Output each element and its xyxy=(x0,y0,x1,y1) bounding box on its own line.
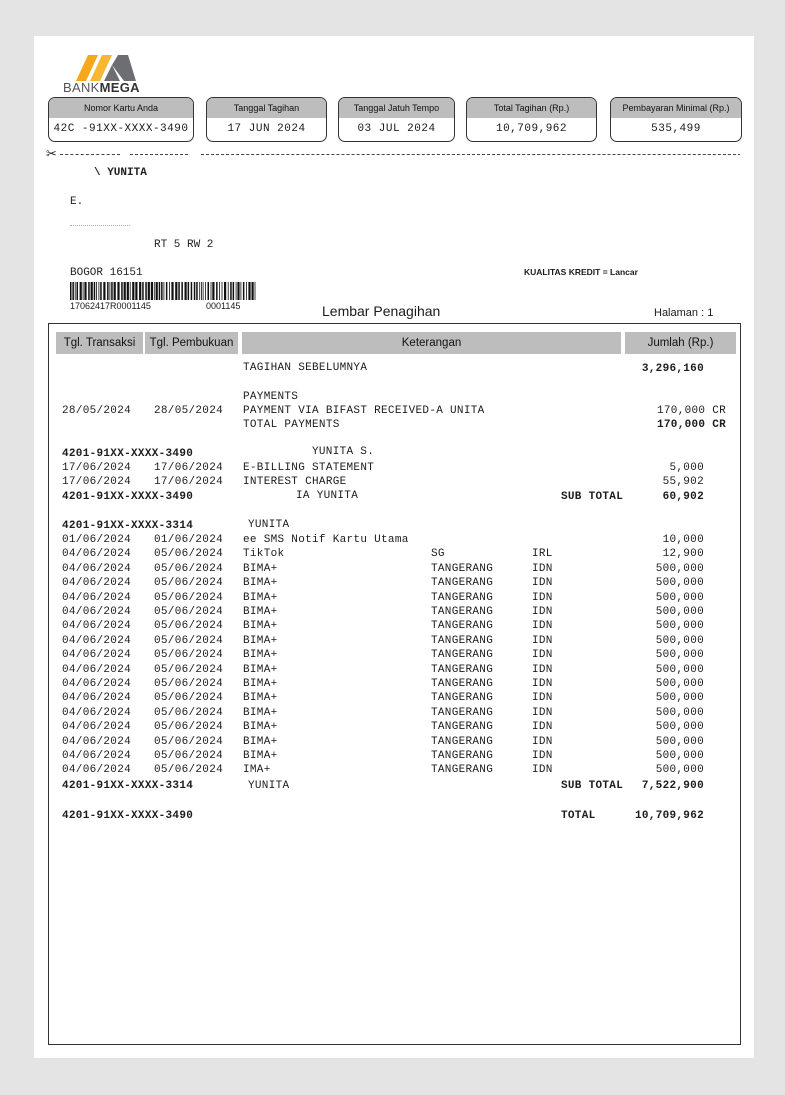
txn-amount: 10,000 xyxy=(662,534,704,546)
txn-desc: BIMA+ xyxy=(243,634,278,647)
txn-country: IDN xyxy=(532,562,553,575)
card2-subtotal-amount: 7,522,900 xyxy=(641,780,704,792)
txn-date: 04/06/2024 xyxy=(62,735,132,748)
txn-city: TANGERANG xyxy=(431,750,494,762)
page-number: Halaman : 1 xyxy=(654,307,714,319)
txn-posting-date: 05/06/2024 xyxy=(154,577,224,590)
txn-date: 04/06/2024 xyxy=(62,548,132,561)
card1-subtotal-holder: IA YUNITA xyxy=(296,490,359,502)
statement-page xyxy=(34,36,754,1058)
txn-desc: BIMA+ xyxy=(243,577,278,590)
payment-date: 28/05/2024 xyxy=(62,405,132,417)
txn-desc: BIMA+ xyxy=(243,750,278,762)
txn-date: 04/06/2024 xyxy=(62,577,132,590)
barcode-number-short: 0001145 xyxy=(206,301,241,311)
col-header-amount: Jumlah (Rp.) xyxy=(625,332,736,354)
txn-country: IDN xyxy=(532,678,553,690)
txn-posting-date: 05/06/2024 xyxy=(154,750,224,762)
txn-desc: BIMA+ xyxy=(243,591,278,604)
txn-posting-date: 05/06/2024 xyxy=(154,678,224,690)
txn-amount: 500,000 xyxy=(655,663,704,676)
txn-country: IDN xyxy=(532,591,553,604)
redacted-line xyxy=(70,225,130,229)
txn-posting-date: 05/06/2024 xyxy=(154,634,224,647)
address-line-2: RT 5 RW 2 xyxy=(154,239,214,251)
txn-date: 04/06/2024 xyxy=(62,634,132,647)
card2-subtotal-holder: YUNITA xyxy=(248,780,290,792)
bank-mega-logo-icon xyxy=(76,51,136,81)
page-title: Lembar Penagihan xyxy=(322,303,441,319)
txn-date: 01/06/2024 xyxy=(62,534,132,546)
card1-row-date: 17/06/2024 xyxy=(62,476,132,488)
txn-country: IDN xyxy=(532,735,553,748)
total-payments-label: TOTAL PAYMENTS xyxy=(243,419,340,431)
txn-amount: 500,000 xyxy=(655,678,704,690)
txn-city: TANGERANG xyxy=(431,606,494,618)
card1-row-desc: E-BILLING STATEMENT xyxy=(243,462,375,474)
txn-country: IDN xyxy=(532,606,553,618)
txn-country: IDN xyxy=(532,620,553,633)
txn-desc: BIMA+ xyxy=(243,649,278,662)
total-bill-box: Total Tagihan (Rp.) 10,709,962 xyxy=(466,97,597,142)
billing-date-box: Tanggal Tagihan 17 JUN 2024 xyxy=(206,97,327,142)
txn-country: IDN xyxy=(532,577,553,590)
txn-country: IDN xyxy=(532,750,553,762)
txn-amount: 500,000 xyxy=(655,591,704,604)
card1-row-amount: 5,000 xyxy=(669,462,704,474)
txn-date: 04/06/2024 xyxy=(62,764,132,777)
card1-subtotal-amount: 60,902 xyxy=(662,491,704,503)
txn-posting-date: 05/06/2024 xyxy=(154,735,224,748)
txn-city: TANGERANG xyxy=(431,735,494,748)
txn-date: 04/06/2024 xyxy=(62,562,132,575)
txn-desc: BIMA+ xyxy=(243,706,278,719)
payment-amount: 170,000 CR xyxy=(656,405,726,417)
card1-subtotal-number: 4201-91XX-XXXX-3490 xyxy=(62,491,194,503)
txn-desc: IMA+ xyxy=(243,764,271,777)
txn-posting-date: 05/06/2024 xyxy=(154,764,224,777)
credit-quality: KUALITAS KREDIT = Lancar xyxy=(524,267,638,277)
txn-country: IRL xyxy=(532,548,553,561)
txn-desc: ee SMS Notif Kartu Utama xyxy=(243,534,409,546)
txn-posting-date: 05/06/2024 xyxy=(154,721,224,734)
txn-desc: BIMA+ xyxy=(243,735,278,748)
txn-posting-date: 05/06/2024 xyxy=(154,663,224,676)
txn-city: TANGERANG xyxy=(431,678,494,690)
txn-city: TANGERANG xyxy=(431,764,494,777)
card1-row-posting: 17/06/2024 xyxy=(154,476,224,488)
txn-date: 04/06/2024 xyxy=(62,721,132,734)
address-city: BOGOR 16151 xyxy=(70,267,143,279)
total-card-number: 4201-91XX-XXXX-3490 xyxy=(62,810,194,822)
txn-date: 04/06/2024 xyxy=(62,606,132,618)
due-date-box: Tanggal Jatuh Tempo 03 JUL 2024 xyxy=(338,97,455,142)
card2-subtotal-number: 4201-91XX-XXXX-3314 xyxy=(62,780,194,792)
card1-row-desc: INTEREST CHARGE xyxy=(243,476,347,488)
total-amount: 10,709,962 xyxy=(634,810,704,822)
txn-posting-date: 05/06/2024 xyxy=(154,591,224,604)
txn-date: 04/06/2024 xyxy=(62,620,132,633)
txn-date: 04/06/2024 xyxy=(62,678,132,690)
txn-posting-date: 05/06/2024 xyxy=(154,692,224,705)
card1-number: 4201-91XX-XXXX-3490 xyxy=(62,448,194,460)
txn-date: 04/06/2024 xyxy=(62,692,132,705)
txn-amount: 500,000 xyxy=(655,562,704,575)
txn-country: IDN xyxy=(532,649,553,662)
txn-country: IDN xyxy=(532,764,553,777)
bank-brand: BANKMEGA xyxy=(63,80,140,95)
txn-date: 04/06/2024 xyxy=(62,649,132,662)
txn-city: TANGERANG xyxy=(431,663,494,676)
card2-holder: YUNITA xyxy=(248,519,290,531)
total-payments-amount: 170,000 CR xyxy=(656,419,726,431)
txn-city: TANGERANG xyxy=(431,577,494,590)
txn-country: IDN xyxy=(532,634,553,647)
card1-subtotal-label: SUB TOTAL xyxy=(561,491,624,503)
card1-holder: YUNITA S. xyxy=(312,446,375,458)
txn-desc: BIMA+ xyxy=(243,562,278,575)
txn-posting-date: 05/06/2024 xyxy=(154,606,224,618)
txn-amount: 500,000 xyxy=(655,750,704,762)
cut-line xyxy=(46,148,740,162)
txn-city: TANGERANG xyxy=(431,692,494,705)
txn-posting-date: 05/06/2024 xyxy=(154,548,224,561)
txn-posting-date: 05/06/2024 xyxy=(154,562,224,575)
barcode-icon xyxy=(70,282,258,300)
txn-desc: TikTok xyxy=(243,548,285,561)
payment-desc: PAYMENT VIA BIFAST RECEIVED-A UNITA xyxy=(243,405,485,417)
txn-desc: BIMA+ xyxy=(243,692,278,705)
col-header-description: Keterangan xyxy=(242,332,621,354)
card-number-box: Nomor Kartu Anda 42C -91XX-XXXX-3490 xyxy=(48,97,194,142)
txn-date: 04/06/2024 xyxy=(62,706,132,719)
txn-country: IDN xyxy=(532,663,553,676)
previous-bill-label: TAGIHAN SEBELUMNYA xyxy=(243,362,368,374)
txn-country: IDN xyxy=(532,692,553,705)
txn-amount: 500,000 xyxy=(655,706,704,719)
txn-city: TANGERANG xyxy=(431,562,494,575)
scissors-icon: ✂ xyxy=(46,148,57,161)
card1-row-posting: 17/06/2024 xyxy=(154,462,224,474)
card2-number: 4201-91XX-XXXX-3314 xyxy=(62,520,194,532)
txn-amount: 500,000 xyxy=(655,764,704,777)
address-line-1: E. xyxy=(70,196,84,208)
txn-amount: 500,000 xyxy=(655,606,704,618)
card1-row-amount: 55,902 xyxy=(662,476,704,488)
txn-amount: 500,000 xyxy=(655,577,704,590)
txn-desc: BIMA+ xyxy=(243,721,278,734)
txn-posting-date: 05/06/2024 xyxy=(154,649,224,662)
txn-amount: 12,900 xyxy=(662,548,704,561)
card2-subtotal-label: SUB TOTAL xyxy=(561,780,624,792)
txn-city: TANGERANG xyxy=(431,649,494,662)
txn-city: SG xyxy=(431,548,445,561)
txn-city: TANGERANG xyxy=(431,634,494,647)
txn-country: IDN xyxy=(532,721,553,734)
card1-row-date: 17/06/2024 xyxy=(62,462,132,474)
txn-desc: BIMA+ xyxy=(243,606,278,618)
txn-date: 04/06/2024 xyxy=(62,663,132,676)
txn-city: TANGERANG xyxy=(431,706,494,719)
payments-label: PAYMENTS xyxy=(243,391,299,403)
payment-posting-date: 28/05/2024 xyxy=(154,405,224,417)
total-label: TOTAL xyxy=(561,810,596,822)
txn-desc: BIMA+ xyxy=(243,678,278,690)
txn-amount: 500,000 xyxy=(655,692,704,705)
txn-city: TANGERANG xyxy=(431,620,494,633)
col-header-posting-date: Tgl. Pembukuan xyxy=(145,332,238,354)
txn-amount: 500,000 xyxy=(655,735,704,748)
txn-desc: BIMA+ xyxy=(243,663,278,676)
barcode-number: 17062417R0001145 xyxy=(70,301,151,311)
txn-date: 04/06/2024 xyxy=(62,591,132,604)
txn-posting-date: 05/06/2024 xyxy=(154,706,224,719)
customer-name: \ YUNITA xyxy=(94,167,147,179)
txn-date: 04/06/2024 xyxy=(62,750,132,762)
previous-bill-amount: 3,296,160 xyxy=(641,363,704,375)
col-header-transaction-date: Tgl. Transaksi xyxy=(56,332,143,354)
minimum-payment-box: Pembayaran Minimal (Rp.) 535,499 xyxy=(610,97,742,142)
txn-posting-date: 01/06/2024 xyxy=(154,534,224,546)
txn-amount: 500,000 xyxy=(655,649,704,662)
txn-amount: 500,000 xyxy=(655,620,704,633)
txn-city: TANGERANG xyxy=(431,721,494,734)
txn-amount: 500,000 xyxy=(655,634,704,647)
txn-city: TANGERANG xyxy=(431,591,494,604)
txn-amount: 500,000 xyxy=(655,721,704,734)
txn-country: IDN xyxy=(532,706,553,719)
txn-desc: BIMA+ xyxy=(243,620,278,633)
txn-posting-date: 05/06/2024 xyxy=(154,620,224,633)
